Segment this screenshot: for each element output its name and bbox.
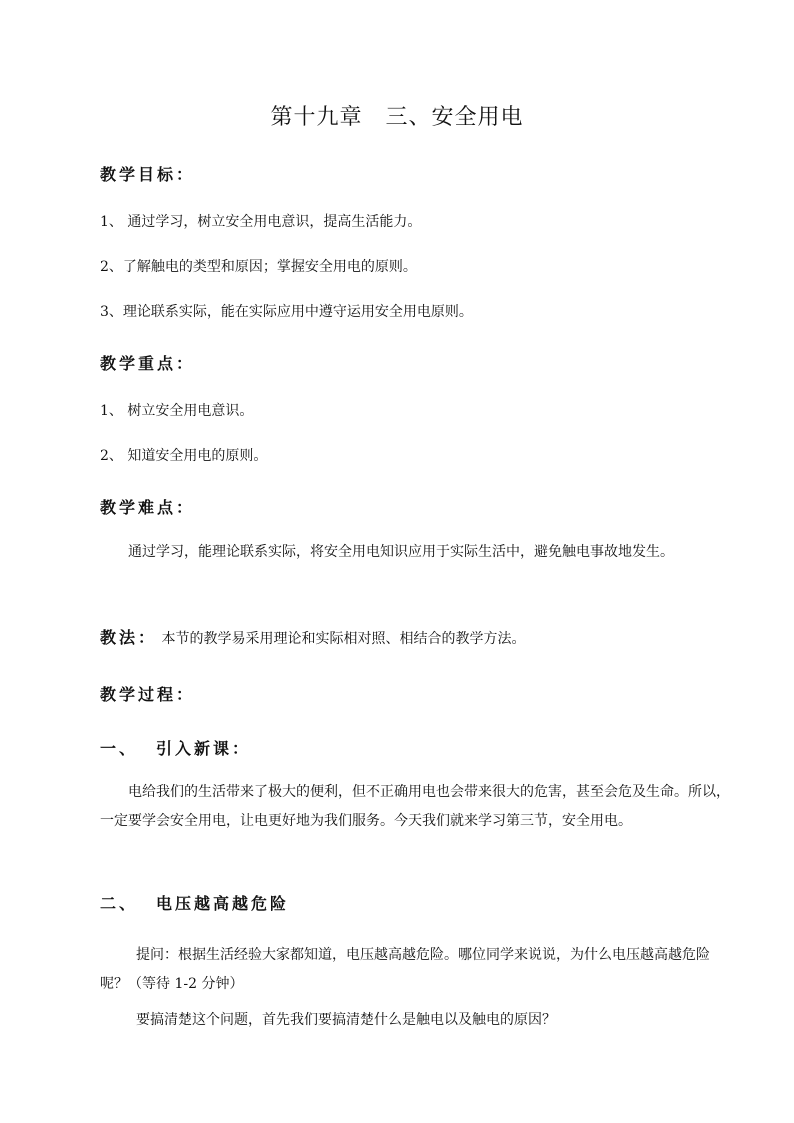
objectives-heading: 教学目标： [100, 165, 196, 184]
section-2-followup: 要搞清楚这个问题，首先我们要搞清楚什么是触电以及触电的原因？ [136, 1012, 556, 1028]
difficulties-heading: 教学难点： [100, 498, 196, 517]
section-1-title: 引入新课： [156, 739, 252, 758]
objective-item-2: 2、了解触电的类型和原因；掌握安全用电的原则。 [100, 259, 417, 275]
section-1-text: 电给我们的生活带来了极大的便利，但不正确用电也会带来很大的危害，甚至会危及生命。所以，一定要学会安全用电，让电更好地为我们服务。今天我们就来学习第三节，安全用电。 [100, 784, 730, 829]
page-title: 第十九章 三、安全用电 [270, 105, 524, 130]
section-1-heading [100, 736, 251, 759]
section-1-number: 一、 [100, 739, 139, 758]
process-heading: 教学过程： [100, 685, 196, 704]
method-text: 本节的教学易采用理论和实际相对照、相结合的教学方法。 [161, 631, 526, 647]
section-2-heading [100, 891, 289, 914]
section-2-question: 提问：根据生活经验大家都知道，电压越高越危险。哪位同学来说说，为什么电压越高越危险呢？（等待 1-2 分钟） [100, 947, 710, 992]
section-2-title: 电压越高越危险 [156, 894, 290, 913]
objective-item-1: 1、 通过学习，树立安全用电意识，提高生活能力。 [100, 214, 422, 230]
key-points-heading: 教学重点： [100, 354, 196, 373]
objective-item-3: 3、理论联系实际，能在实际应用中遵守运用安全用电原则。 [100, 304, 473, 320]
section-2-number: 二、 [100, 894, 139, 913]
key-point-item-1: 1、 树立安全用电意识。 [100, 403, 254, 419]
difficulties-text: 通过学习，能理论联系实际，将安全用电知识应用于实际生活中，避免触电事故地发生。 [128, 544, 674, 560]
method-label: 教法： [100, 628, 158, 647]
method-line [100, 625, 525, 648]
key-point-item-2: 2、 知道安全用电的原则。 [100, 448, 268, 464]
